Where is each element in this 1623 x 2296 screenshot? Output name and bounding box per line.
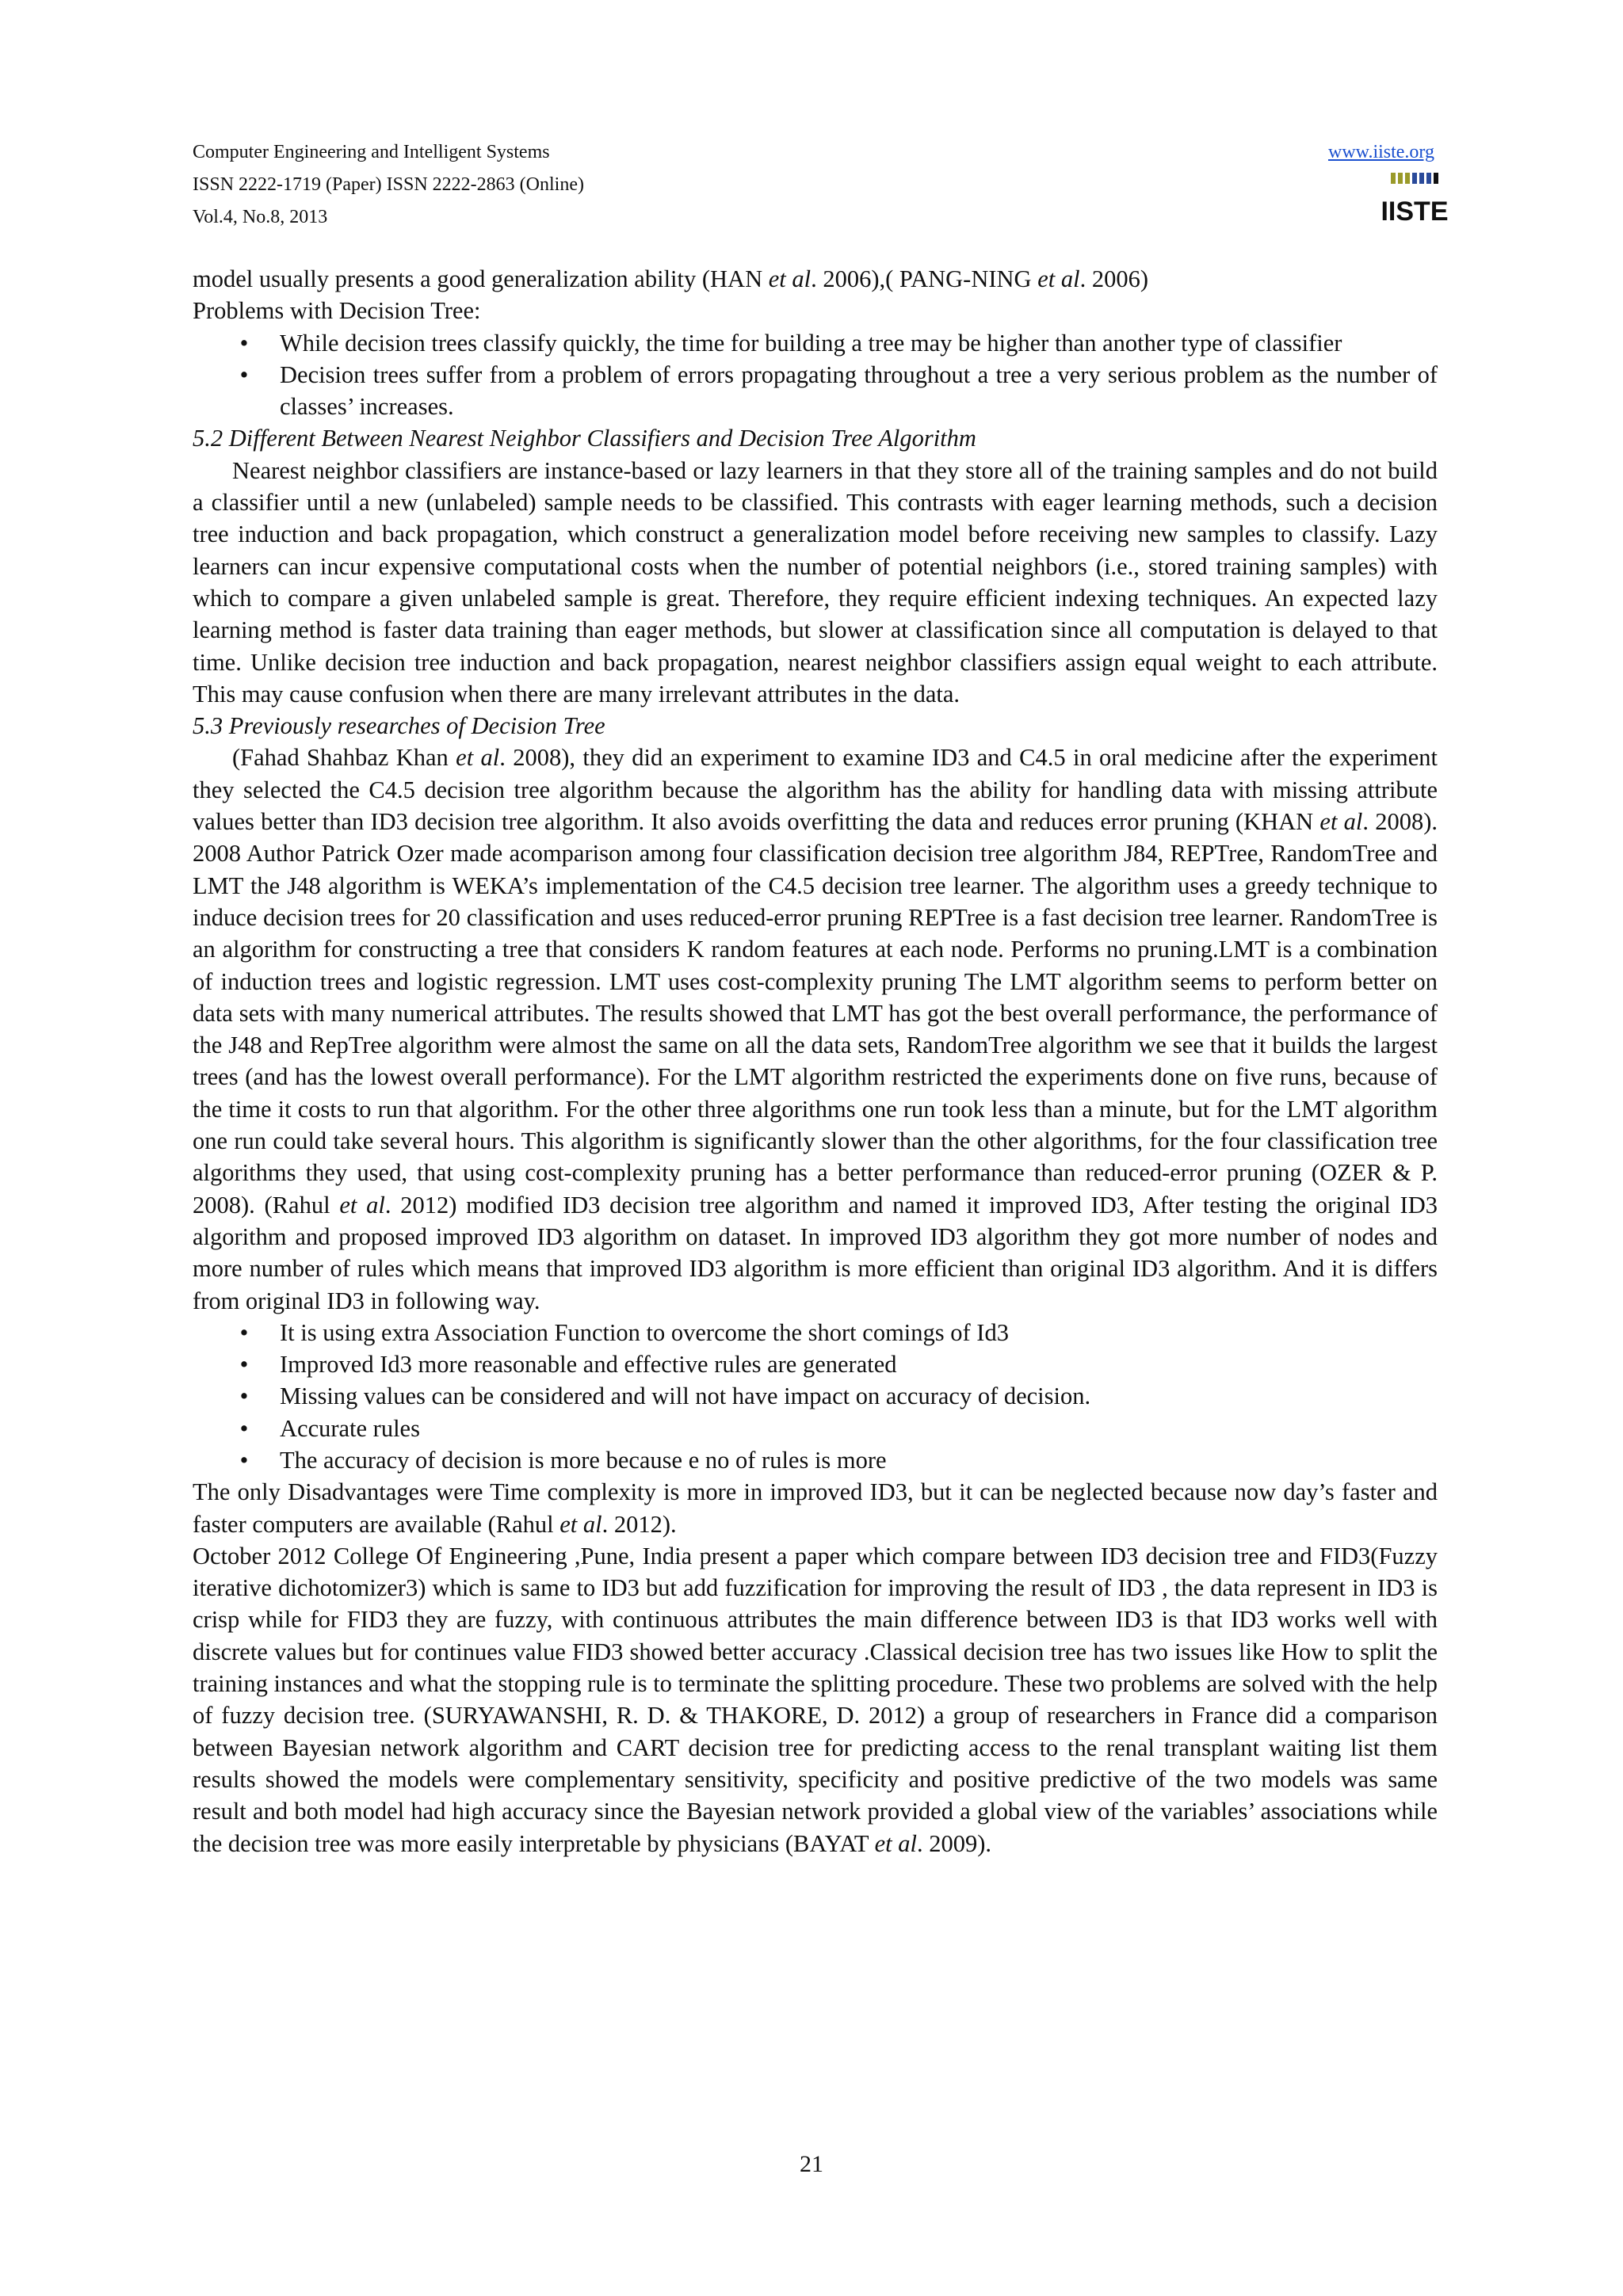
list-item: • Accurate rules <box>193 1413 1438 1444</box>
website-link[interactable]: www.iiste.org <box>1328 142 1434 162</box>
logo-text: IISTE <box>1381 196 1449 227</box>
bullet-icon: • <box>239 1351 249 1379</box>
list-item: • Missing values can be considered and will not have impact on accuracy of decision. <box>193 1380 1438 1412</box>
section-5-2-heading: 5.2 Different Between Nearest Neighbor Classifiers and Decision Tree Algorithm <box>193 425 976 452</box>
issn-line: ISSN 2222-1719 (Paper) ISSN 2222-2863 (Online) <box>193 174 584 195</box>
list-item: • While decision trees classify quickly, the time for building a tree may be higher than another type of classifier <box>193 327 1438 359</box>
volume-line: Vol.4, No.8, 2013 <box>193 207 328 227</box>
fid3-comparison-paragraph: October 2012 College Of Engineering ,Pune, India present a paper which compare between ID3 decision tree and FID3(Fuzzy iterative dichotomizer3) which is same to ID3 but add fuzzification for improving the result of ID3 , the data represent in ID3 is crisp while for FID3 they are fuzzy, with continuous attributes the main difference between ID3 is that ID3 works well with discrete values but for continues value FID3 showed better accuracy .Classical decision tree has two issues like How to split the training instances and what the stopping rule is to terminate the splitting procedure. These two problems are solved with the help of fuzzy decision tree. (SURYAWANSHI, R. D. & THAKORE, D. 2012) a group of researchers in France did a comparison between Bayesian network algorithm and CART decision tree for predicting access to the renal transplant waiting list them results showed the models were complementary sensitivity, specificity and positive predictive of the two models was same result and both model had high accuracy since the Bayesian network provided a global view of the variables’ associations while the decision tree was more easily interpretable by physicians (BAYAT et al. 2009). <box>193 1542 1438 1857</box>
list-item: • It is using extra Association Function to overcome the short comings of Id3 <box>193 1317 1438 1348</box>
list-item: • The accuracy of decision is more because e no of rules is more <box>193 1444 1438 1476</box>
journal-name: Computer Engineering and Intelligent Systems <box>193 142 550 162</box>
bullet-icon: • <box>239 360 249 388</box>
page-number: 21 <box>800 2151 823 2177</box>
bullet-icon: • <box>239 1414 249 1442</box>
problems-label: Problems with Decision Tree: <box>193 297 481 325</box>
section-5-3-heading: 5.3 Previously researches of Decision Tree <box>193 712 605 740</box>
bullet-icon: • <box>239 1318 249 1346</box>
improvements-list <box>193 1317 1438 1476</box>
list-item: • Improved Id3 more reasonable and effective rules are generated <box>193 1348 1438 1380</box>
section-5-3-paragraph: (Fahad Shahbaz Khan et al. 2008), they did an experiment to examine ID3 and C4.5 in oral medicine after the experiment they selected the C4.5 decision tree algorithm because the algorithm has the ability for handling data with missing attribute values better than ID3 decision tree algorithm. It also avoids overfitting the data and reduces error pruning (KHAN et al. 2008). 2008 Author Patrick Ozer made acomparison among four classification decision tree algorithm J84, REPTree, RandomTree and LMT the J48 algorithm is WEKA’s implementation of the C4.5 decision tree learner. The algorithm uses a greedy technique to induce decision trees for 20 classification and uses reduced-error pruning REPTree is a fast decision tree learner. RandomTree is an algorithm for constructing a tree that considers K random features at each node. Performs no pruning.LMT is a combination of induction trees and logistic regression. LMT uses cost-complexity pruning The LMT algorithm seems to perform better on data sets with many numerical attributes. The results showed that LMT has got the best overall performance, the performance of the J48 and RepTree algorithm were almost the same on all the data sets, RandomTree algorithm we see that it builds the largest trees (and has the lowest overall performance). For the LMT algorithm restricted the experiments done on five runs, because of the time it costs to run that algorithm. For the other three algorithms one run took less than a minute, but for the LMT algorithm one run could take several hours. This algorithm is significantly slower than the other algorithms, for the four classification tree algorithms they used, that using cost-complexity pruning has a better performance than reduced-error pruning (OZER & P. 2008). (Rahul et al. 2012) modified ID3 decision tree algorithm and named it improved ID3, After testing the original ID3 algorithm and proposed improved ID3 algorithm on dataset. In improved ID3 algorithm they got more number of nodes and more number of rules which means that improved ID3 algorithm is more efficient than original ID3 algorithm. And it is differs from original ID3 in following way. <box>193 744 1438 1314</box>
page-body <box>193 263 1438 1859</box>
problems-list <box>193 327 1438 423</box>
running-header <box>193 136 584 234</box>
iiste-logo <box>1381 171 1449 227</box>
bullet-icon: • <box>239 1383 249 1410</box>
disadvantages-paragraph: The only Disadvantages were Time complexity is more in improved ID3, but it can be neglected because now day’s faster and faster computers are available (Rahul et al. 2012). <box>193 1478 1438 1538</box>
bullet-icon: • <box>239 329 249 357</box>
section-5-2-paragraph: Nearest neighbor classifiers are instance-based or lazy learners in that they store all of the training samples and do not build a classifier until a new (unlabeled) sample needs to be classified. This contrasts with eager learning methods, such a decision tree induction and back propagation, which construct a generalization model before receiving new samples to classify. Lazy learners can incur expensive computational costs when the number of potential neighbors (i.e., stored training samples) with which to compare a given unlabeled sample is great. Therefore, they require efficient indexing techniques. An expected lazy learning method is faster data training than eager methods, but slower at classification since all computation is delayed to that time. Unlike decision tree induction and back propagation, nearest neighbor classifiers assign equal weight to each attribute. This may cause confusion when there are many irrelevant attributes in the data. <box>193 456 1438 707</box>
list-item: • Decision trees suffer from a problem of errors propagating throughout a tree a very serious problem as the number of classes’ increases. <box>193 359 1438 423</box>
bullet-icon: • <box>239 1446 249 1474</box>
paragraph-generalization: model usually presents a good generalization ability (HAN et al. 2006),( PANG-NING et al. 2006) <box>193 265 1148 292</box>
